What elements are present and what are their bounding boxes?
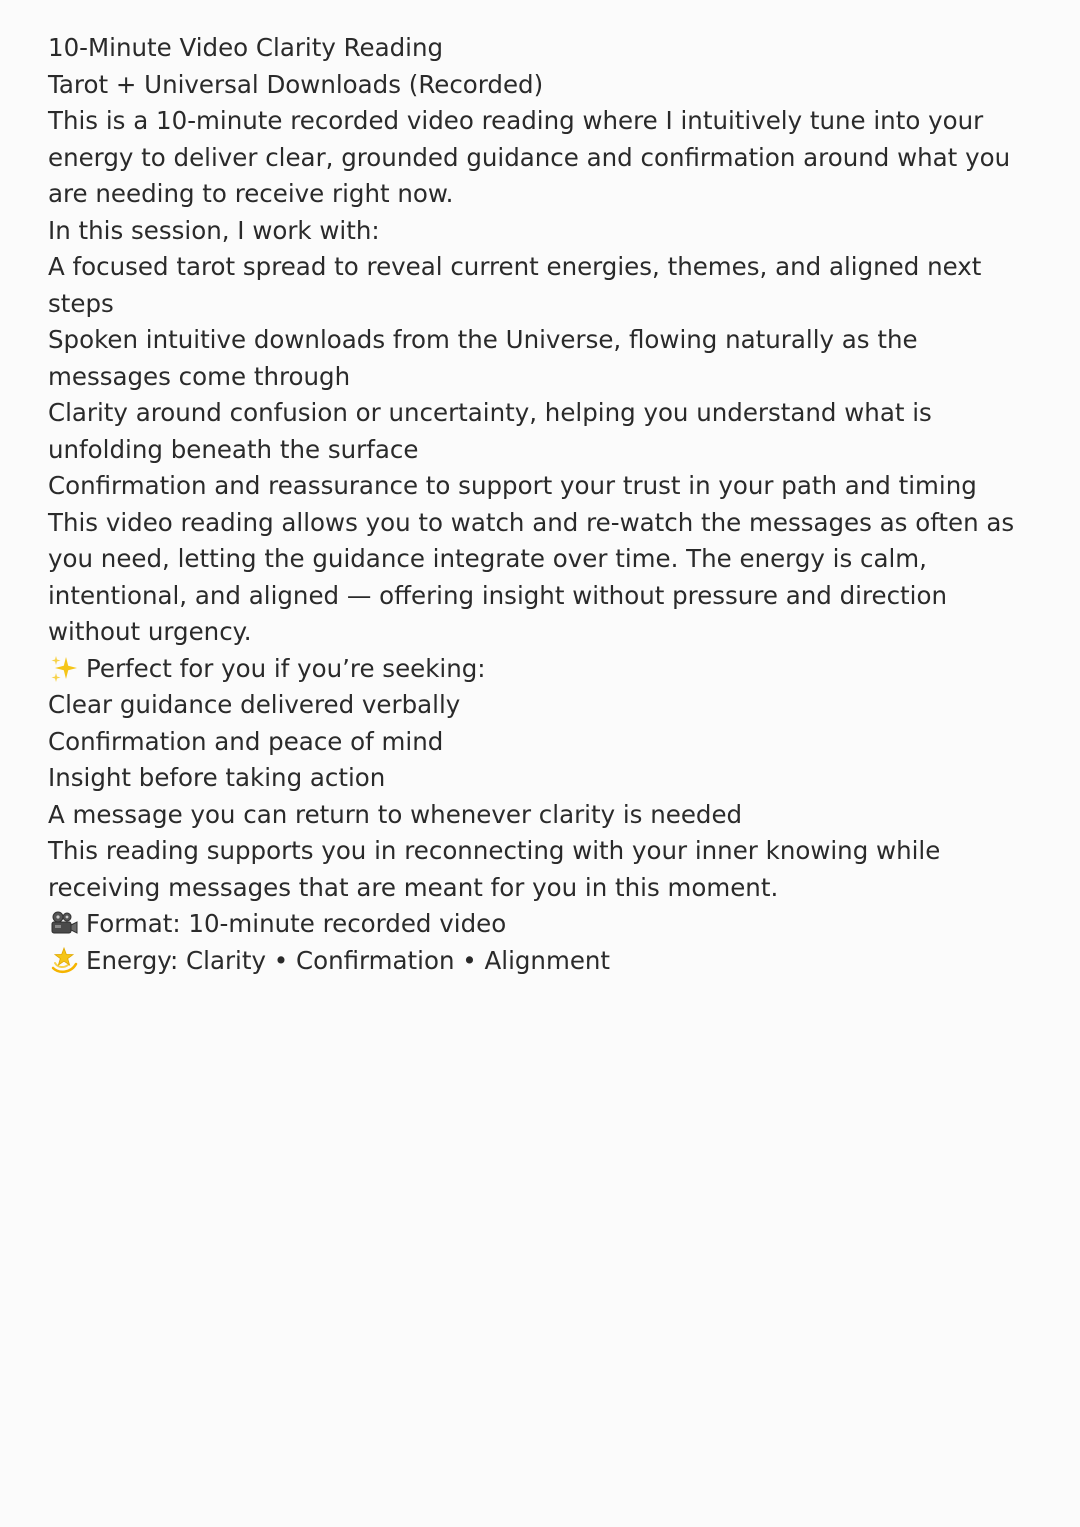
session-item: Spoken intuitive downloads from the Universe, flowing naturally as the messages come through xyxy=(48,325,918,391)
session-item: Confirmation and reassurance to support your trust in your path and timing xyxy=(48,471,977,500)
video-paragraph: This video reading allows you to watch and re-watch the messages as often as you need, letting the guidance integrate over time. The energy is calm, intentional, and aligned — offering insight without pressure and direction without urgency. xyxy=(48,507,1015,646)
perfect-item: A message you can return to whenever clarity is needed xyxy=(48,799,743,829)
perfect-for-heading xyxy=(48,651,1038,688)
dizzy-star-icon xyxy=(48,946,80,976)
document-subtitle: Tarot + Universal Downloads (Recorded) xyxy=(48,69,544,99)
perfect-item: Clear guidance delivered verbally xyxy=(48,690,461,719)
intro-paragraph: This is a 10-minute recorded video reading where I intuitively tune into your energy to deliver clear, grounded guidance and confirmation around what you are needing to receive right now. xyxy=(48,106,1011,208)
session-item: A focused tarot spread to reveal current energies, themes, and aligned next steps xyxy=(48,252,982,318)
session-heading: In this session, I work with: xyxy=(48,215,380,245)
perfect-item: Insight before taking action xyxy=(48,763,386,792)
session-item: Clarity around confusion or uncertainty, helping you understand what is unfolding beneath the surface xyxy=(48,398,932,464)
document-title: 10-Minute Video Clarity Reading xyxy=(48,33,444,62)
closing-paragraph: This reading supports you in reconnecting with your inner knowing while receiving messages that are meant for you in this moment. xyxy=(48,836,941,902)
sparkles-icon xyxy=(48,654,80,684)
energy-text: Energy: Clarity • Confirmation • Alignment xyxy=(86,945,611,975)
perfect-for-text: Perfect for you if you’re seeking: xyxy=(86,653,486,683)
format-text: Format: 10-minute recorded video xyxy=(86,909,507,938)
document-body xyxy=(48,30,1038,979)
format-line xyxy=(48,906,1038,943)
energy-line xyxy=(48,943,1038,980)
movie-camera-icon xyxy=(48,909,80,939)
perfect-item: Confirmation and peace of mind xyxy=(48,726,444,756)
